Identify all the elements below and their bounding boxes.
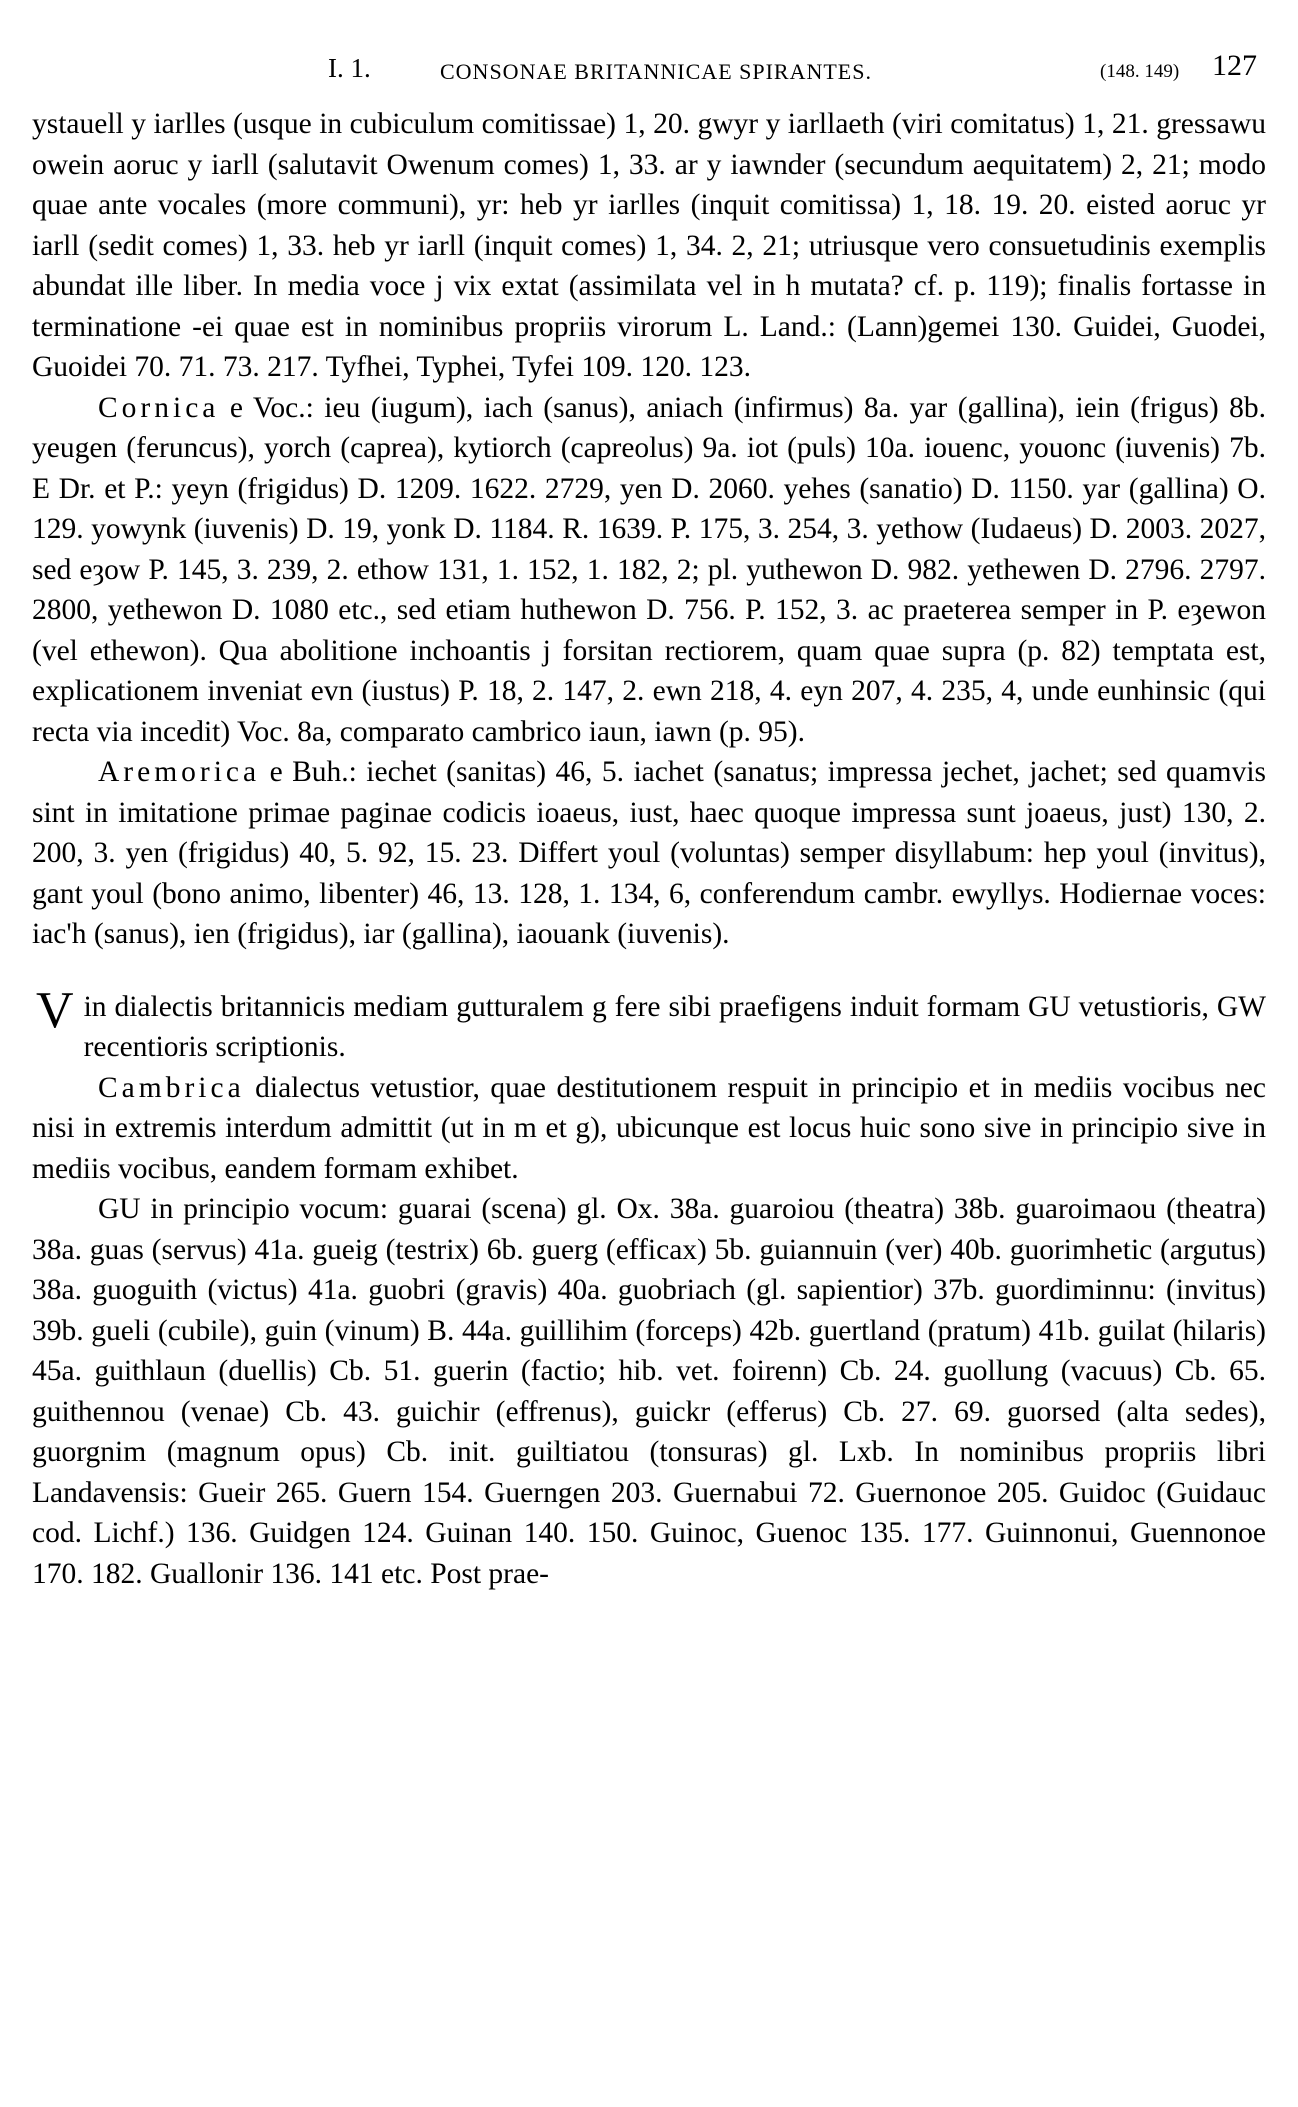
paragraph-text: GU in principio vocum: guarai (scena) gl. Ox. 38a. guaroiou (theatra) 38b. guaroimaou (theatra) 38a. guas (servus) 41a. gueig (testrix) 6b. guerg (efficax) 5b. guiannuin (ver) 40b. guorimhetic (argutus) 38a. guoguith (victus) 41a. guobri (gravis) 40a. guobriach (gl. sapientior) 37b. guordiminnu: (invitus) 39b. gueli (cubile), guin (vinum) B. 44a. guillihim (forceps) 42b. guertland (pratum) 41b. guilat (hilaris) 45a. guithlaun (duellis) Cb. 51. guerin (factio; hib. vet. foirenn) Cb. 24. guollung (vacuus) Cb. 65. guithennou (venae) Cb. 43. guichir (effrenus), guickr (efferus) Cb. 27. 69. guorsed (alta sedes), guorgnim (magnum opus) Cb. init. guiltiatou (tonsuras) gl. Lxb. In nominibus propriis libri Landavensis: Gueir 265. Guern 154. Guerngen 203. Guernabui 72. Guernonoe 205. Guidoc (Guidauc cod. Lichf.) 136. Guidgen 124. Guinan 140. 150. Guinoc, Guenoc 135. 177. Guinnonui, Guennonoe 170. 182. Guallonir 136. 141 etc. Post prae- xyxy=(32,1193,1266,1590)
paragraph-text: in dialectis britannicis mediam gutturalem g fere sibi praefigens induit formam GU vetustioris, GW recentioris scriptionis. xyxy=(83,990,1266,1063)
drop-cap: V xyxy=(36,981,74,1039)
chapter-reference: I. 1. xyxy=(328,53,371,83)
paragraph-text: ystauell y iarlles (usque in cubiculum comitissae) 1, 20. gwyr y iarllaeth (viri comitatus) 1, 21. gressawu owein aoruc y iarll (salutavit Owenum comes) 1, 33. ar y iawnder (secundum aequitatem) 2, 21; modo quae ante vocales (more communi), yr: heb yr iarlles (inquit comitissa) 1, 18. 19. 20. eisted aoruc yr iarll (sedit comes) 1, 33. heb yr iarll (inquit comes) 1, 34. 2, 21; utriusque vero consuetudinis exemplis abundat ille liber. In media voce j vix extat (assimilata vel in h mutata? cf. p. 119); finalis fortasse in terminatione -ei quae est in nominibus propriis virorum L. Land.: (Lann)gemei 130. Guidei, Guodei, Guoidei 70. 71. 73. 217. Tyfhei, Typhei, Tyfei 109. 120. 123. xyxy=(32,108,1266,383)
paragraph-section-v xyxy=(32,981,1266,1068)
page-number: 127 xyxy=(1212,49,1257,82)
paragraph-lead: Aremorica xyxy=(98,756,261,788)
paragraph-lead: Cornica xyxy=(98,391,220,424)
paragraph-aremorica xyxy=(32,752,1266,955)
paragraph-text: dialectus vetustior, quae destitutionem respuit in principio et in mediis vocibus nec nisi in extremis interdum admittit (ut in m et g), ubicunque est locus huic sono sive in principio sive in mediis vocibus, eandem formam exhibet. xyxy=(32,1071,1266,1185)
paragraph-lead: Cambrica xyxy=(98,1071,245,1104)
section-gap xyxy=(32,955,1266,987)
paragraph-text: e Buh.: iechet (sanitas) 46, 5. iachet (sanatus; impressa jechet, jachet; sed quamvis sint in imitatione primae paginae codicis ioaeus, iust, haec quoque impressa sunt joaeus, just) 130, 2. 200, 3. yen (frigidus) 40, 5. 92, 15. 23. Differt youl (voluntas) semper disyllabum: hep youl (invitus), gant youl (bono animo, libenter) 46, 13. 128, 1. 134, 6, conferendum cambr. ewyllys. Hodiernae voces: iac'h (sanus), ien (frigidus), iar (gallina), iaouank (iuvenis). xyxy=(32,756,1266,950)
running-head xyxy=(32,42,1266,86)
running-title: CONSONAE BRITANNICAE SPIRANTES. xyxy=(440,59,872,84)
section-reference: (148. 149) xyxy=(1100,61,1180,82)
paragraph-text: e Voc.: ieu (iugum), iach (sanus), aniach (infirmus) 8a. yar (gallina), iein (frigus) 8b. yeugen (feruncus), yorch (caprea), kytiorch (capreolus) 9a. iot (puls) 10a. iouenc, youonc (iuvenis) 7b. E Dr. et P.: yeyn (frigidus) D. 1209. 1622. 2729, yen D. 2060. yehes (sanatio) D. 1150. yar (gallina) O. 129. yowynk (iuvenis) D. 19, yonk D. 1184. R. 1639. P. 175, 3. 254, 3. yethow (Iudaeus) D. 2003. 2027, sed eȝow P. 145, 3. 239, 2. ethow 131, 1. 152, 1. 182, 2; pl. yuthewon D. 982. yethewen D. 2796. 2797. 2800, yethewon D. 1080 etc., sed etiam huthewon D. 756. P. 152, 3. ac praeterea semper in P. eȝewon (vel ethewon). Qua abolitione inchoantis j forsitan rectiorem, quam quae supra (p. 82) temptata est, explicationem inveniat evn (iustus) P. 18, 2. 147, 2. ewn 218, 4. eyn 207, 4. 235, 4, unde eunhinsic (qui recta via incedit) Voc. 8a, comparato cambrico iaun, iawn (p. 95). xyxy=(32,391,1266,748)
paragraph-cambrica-dialect xyxy=(32,1068,1266,1190)
paragraph-cambrica-examples xyxy=(32,104,1266,388)
paragraph-gu-initial xyxy=(32,1189,1266,1594)
paragraph-cornica xyxy=(32,388,1266,753)
